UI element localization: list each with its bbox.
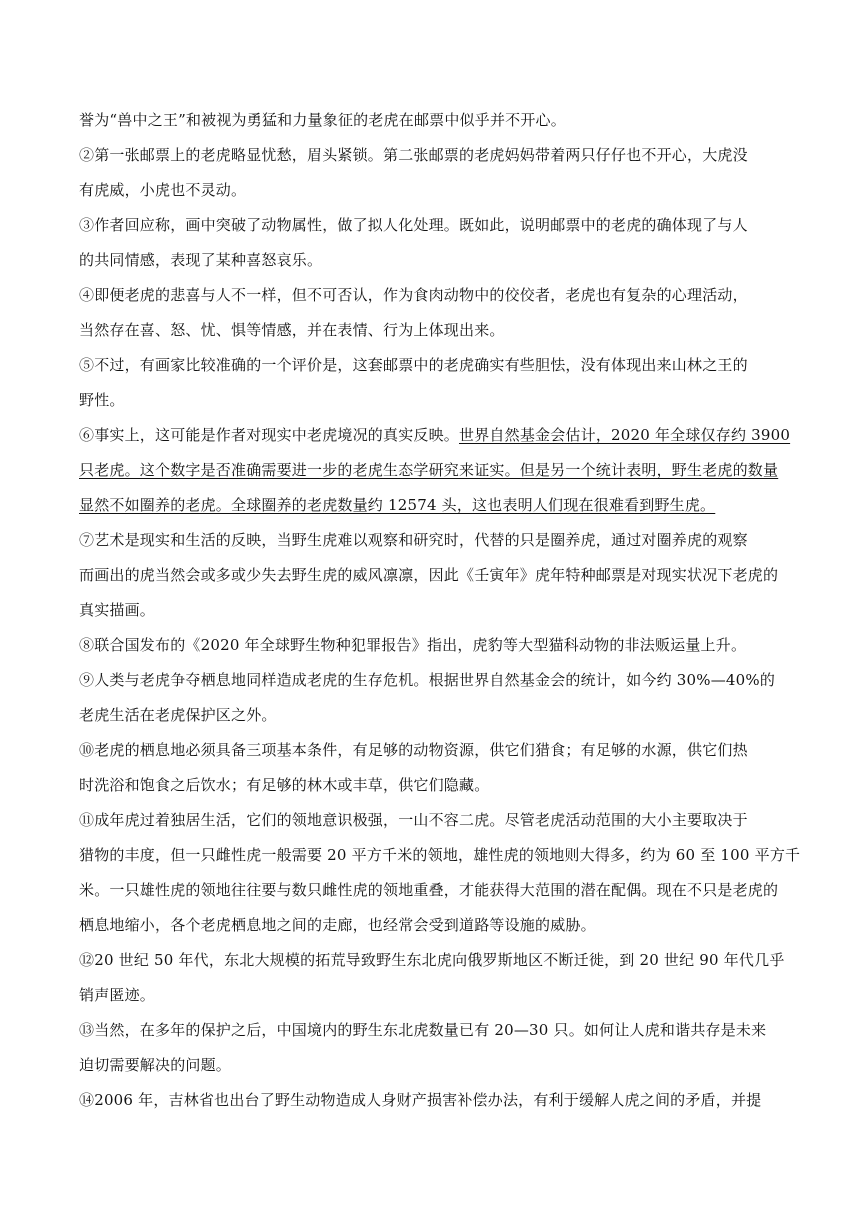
paragraph-14-line-1: ⑭2006 年，吉林省也出台了野生动物造成人身财产损害补偿办法，有利于缓解人虎之间的矛盾，并提 (79, 1091, 762, 1109)
paragraph-7-line-1: ⑦艺术是现实和生活的反映，当野生虎难以观察和研究时，代替的只是圈养虎，通过对圈养虎的观察 (79, 531, 748, 549)
paragraph-2-line-2: 有虎威，小虎也不灵动。 (79, 181, 247, 199)
paragraph-5-line-1: ⑤不过，有画家比较准确的一个评价是，这套邮票中的老虎确实有些胆怯，没有体现出来山林之王的 (79, 356, 748, 374)
paragraph-10-line-2: 时洗浴和饱食之后饮水；有足够的林木或丰草，供它们隐藏。 (79, 776, 490, 794)
paragraph-7-line-3: 真实描画。 (79, 601, 156, 619)
paragraph-8-line-1: ⑧联合国发布的《2020 年全球野生物种犯罪报告》指出，虎豹等大型猫科动物的非法贩运量上升。 (79, 636, 747, 654)
paragraph-3-line-2: 的共同情感，表现了某种喜怒哀乐。 (79, 251, 323, 269)
paragraph-11-line-1: ⑪成年虎过着独居生活，它们的领地意识极强，一山不容二虎。尽管老虎活动范围的大小主要取决于 (79, 811, 748, 829)
paragraph-5-line-2: 野性。 (79, 391, 125, 409)
underlined-sentence-line-2: 只老虎。这个数字是否准确需要进一步的老虎生态学研究来证实。但是另一个统计表明，野生老虎的数量 (79, 461, 779, 479)
paragraph-6-intro: ⑥事实上，这可能是作者对现实中老虎境况的真实反映。 (79, 426, 460, 444)
text-line: 誉为“兽中之王”和被视为勇猛和力量象征的老虎在邮票中似乎并不开心。 (79, 111, 566, 129)
paragraph-12-line-1: ⑫20 世纪 50 年代，东北大规模的拓荒导致野生东北虎向俄罗斯地区不断迁徙，到 20 世纪 90 年代几乎 (79, 951, 785, 969)
paragraph-11-line-3: 米。一只雄性虎的领地往往要与数只雌性虎的领地重叠，才能获得大范围的潜在配偶。现在不只是老虎的 (79, 881, 779, 899)
paragraph-2-line-1: ②第一张邮票上的老虎略显忧愁，眉头紧锁。第二张邮票的老虎妈妈带着两只仔仔也不开心，大虎没 (79, 146, 748, 164)
underlined-sentence-start: 世界自然基金会估计，2020 年全球仅存约 3900 (459, 426, 791, 444)
paragraph-10-line-1: ⑩老虎的栖息地必须具备三项基本条件，有足够的动物资源，供它们猎食；有足够的水源，供它们热 (79, 741, 748, 759)
paragraph-9-line-1: ⑨人类与老虎争夺栖息地同样造成老虎的生存危机。根据世界自然基金会的统计，如今约 30%—40%的 (79, 671, 776, 689)
paragraph-12-line-2: 销声匿迹。 (79, 986, 156, 1004)
paragraph-11-line-4: 栖息地缩小，各个老虎栖息地之间的走廊，也经常会受到道路等设施的威胁。 (79, 916, 596, 934)
paragraph-4-line-1: ④即便老虎的悲喜与人不一样，但不可否认，作为食肉动物中的佼佼者，老虎也有复杂的心理活动， (79, 286, 748, 304)
paragraph-9-line-2: 老虎生活在老虎保护区之外。 (79, 706, 277, 724)
paragraph-11-line-2: 猎物的丰度，但一只雌性虎一般需要 20 平方千米的领地，雄性虎的领地则大得多，约为 60 至 100 平方千 (79, 846, 801, 864)
paragraph-7-line-2: 而画出的虎当然会或多或少失去野生虎的威风凛凛，因此《壬寅年》虎年特种邮票是对现实状况下老虎的 (79, 566, 779, 584)
paragraph-6-line-1 (79, 425, 790, 445)
paragraph-3-line-1: ③作者回应称，画中突破了动物属性，做了拟人化处理。既如此，说明邮票中的老虎的确体现了与人 (79, 216, 748, 234)
underlined-sentence-line-3: 显然不如圈养的老虎。全球圈养的老虎数量约 12574 头，这也表明人们现在很难看到野生虎。 (79, 496, 716, 514)
paragraph-13-line-1: ⑬当然，在多年的保护之后，中国境内的野生东北虎数量已有 20—30 只。如何让人虎和谐共存是未来 (79, 1021, 767, 1039)
paragraph-13-line-2: 迫切需要解决的问题。 (79, 1056, 232, 1074)
paragraph-4-line-2: 当然存在喜、怒、忧、惧等情感，并在表情、行为上体现出来。 (79, 321, 505, 339)
